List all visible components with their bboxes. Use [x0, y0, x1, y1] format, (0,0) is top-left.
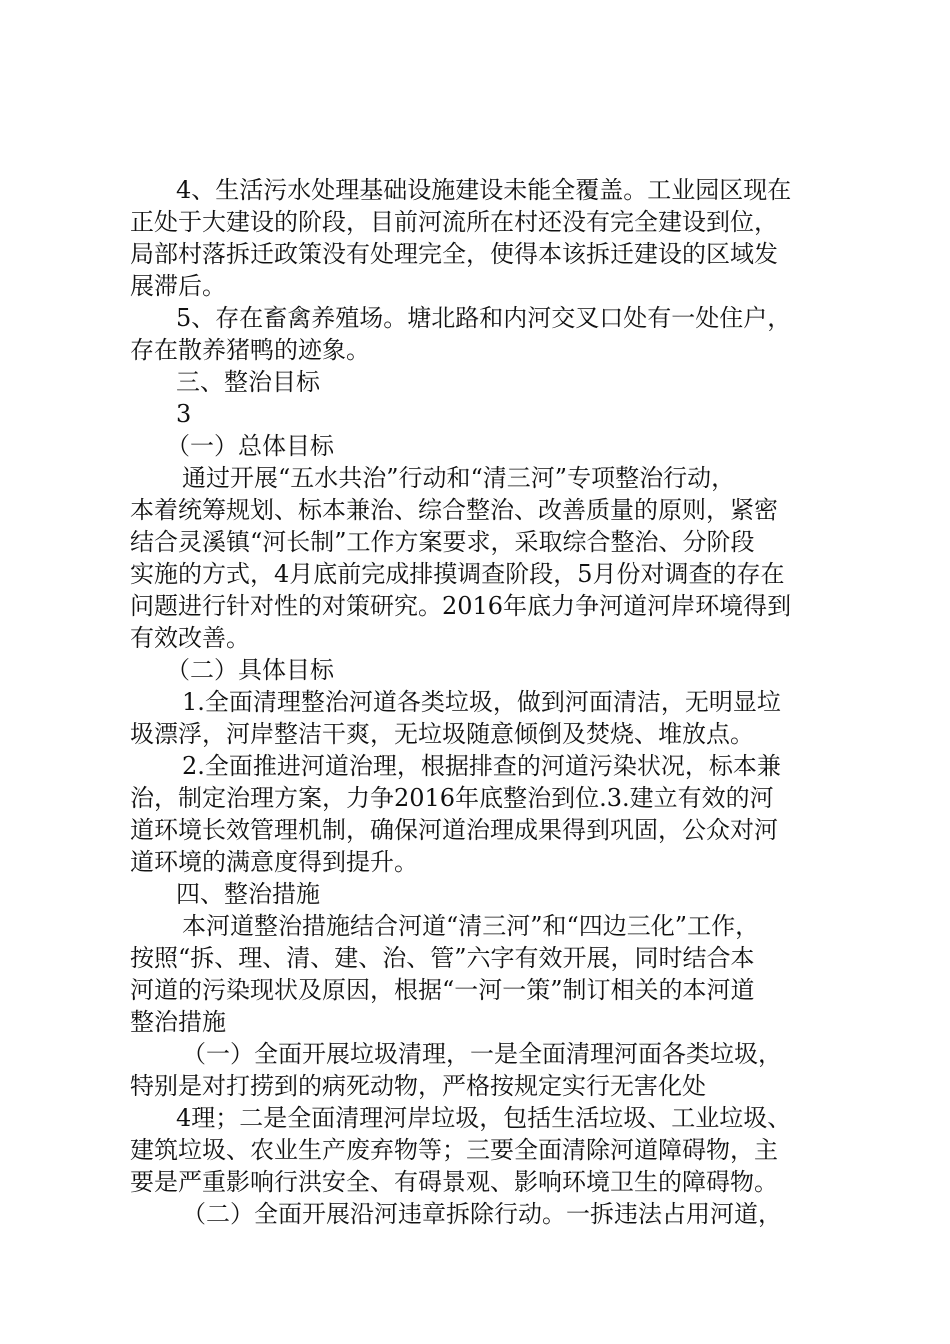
paragraph-line: 局部村落拆迁政策没有处理完全，使得本该拆迁建设的区域发 — [130, 240, 778, 268]
paragraph-line: 治，制定治理方案，力争2016年底整治到位.3.建立有效的河 — [130, 784, 774, 812]
paragraph-line: 要是严重影响行洪安全、有碍景观、影响环境卫生的障碍物。 — [130, 1168, 778, 1196]
page-number: 3 — [176, 400, 192, 428]
paragraph-line: 通过开展“五水共治”行动和“清三河”专项整治行动， — [182, 464, 736, 492]
paragraph-line: 实施的方式，4月底前完成排摸调查阶段，5月份对调查的存在 — [130, 560, 785, 588]
paragraph-line: 特别是对打捞到的病死动物，严格按规定实行无害化处 — [130, 1072, 706, 1100]
section-heading: 四、整治措施 — [176, 880, 320, 908]
paragraph-line: 1.全面清理整治河道各类垃圾，做到河面清洁，无明显垃 — [182, 688, 781, 716]
paragraph-line: 按照“拆、理、清、建、治、管”六字有效开展，同时结合本 — [130, 944, 755, 972]
paragraph-line: 本河道整治措施结合河道“清三河”和“四边三化”工作， — [182, 912, 760, 940]
paragraph-line: 正处于大建设的阶段，目前河流所在村还没有完全建设到位， — [130, 208, 778, 236]
paragraph-line: 4、生活污水处理基础设施建设未能全覆盖。工业园区现在 — [176, 176, 792, 204]
subsection-heading: （二）全面开展沿河违章拆除行动。一拆违法占用河道， — [182, 1200, 782, 1228]
paragraph-line: 圾漂浮，河岸整洁干爽，无垃圾随意倾倒及焚烧、堆放点。 — [130, 720, 754, 748]
paragraph-line: 本着统筹规划、标本兼治、综合整治、改善质量的原则，紧密 — [130, 496, 778, 524]
paragraph-line: 道环境长效管理机制，确保河道治理成果得到巩固，公众对河 — [130, 816, 778, 844]
paragraph-line: 5、存在畜禽养殖场。塘北路和内河交叉口处有一处住户， — [176, 304, 792, 332]
paragraph-line: 建筑垃圾、农业生产废弃物等；三要全面清除河道障碍物，主 — [130, 1136, 778, 1164]
paragraph-line: 2.全面推进河道治理，根据排查的河道污染状况，标本兼 — [182, 752, 781, 780]
subsection-heading: （二）具体目标 — [166, 656, 334, 684]
subsection-heading: （一）全面开展垃圾清理，一是全面清理河面各类垃圾， — [182, 1040, 782, 1068]
paragraph-line: 结合灵溪镇“河长制”工作方案要求，采取综合整治、分阶段 — [130, 528, 755, 556]
subsection-heading: （一）总体目标 — [166, 432, 334, 460]
paragraph-line: 道环境的满意度得到提升。 — [130, 848, 418, 876]
paragraph-line: 问题进行针对性的对策研究。2016年底力争河道河岸环境得到 — [130, 592, 792, 620]
paragraph-line: 展滞后。 — [130, 272, 226, 300]
paragraph-line: 4理；二是全面清理河岸垃圾，包括生活垃圾、工业垃圾、 — [176, 1104, 792, 1132]
paragraph-line: 有效改善。 — [130, 624, 250, 652]
paragraph-line: 整治措施 — [130, 1008, 226, 1036]
section-heading: 三、整治目标 — [176, 368, 320, 396]
paragraph-line: 河道的污染现状及原因，根据“一河一策”制订相关的本河道 — [130, 976, 755, 1004]
document-body — [130, 174, 830, 1230]
paragraph-line: 存在散养猪鸭的迹象。 — [130, 336, 370, 364]
